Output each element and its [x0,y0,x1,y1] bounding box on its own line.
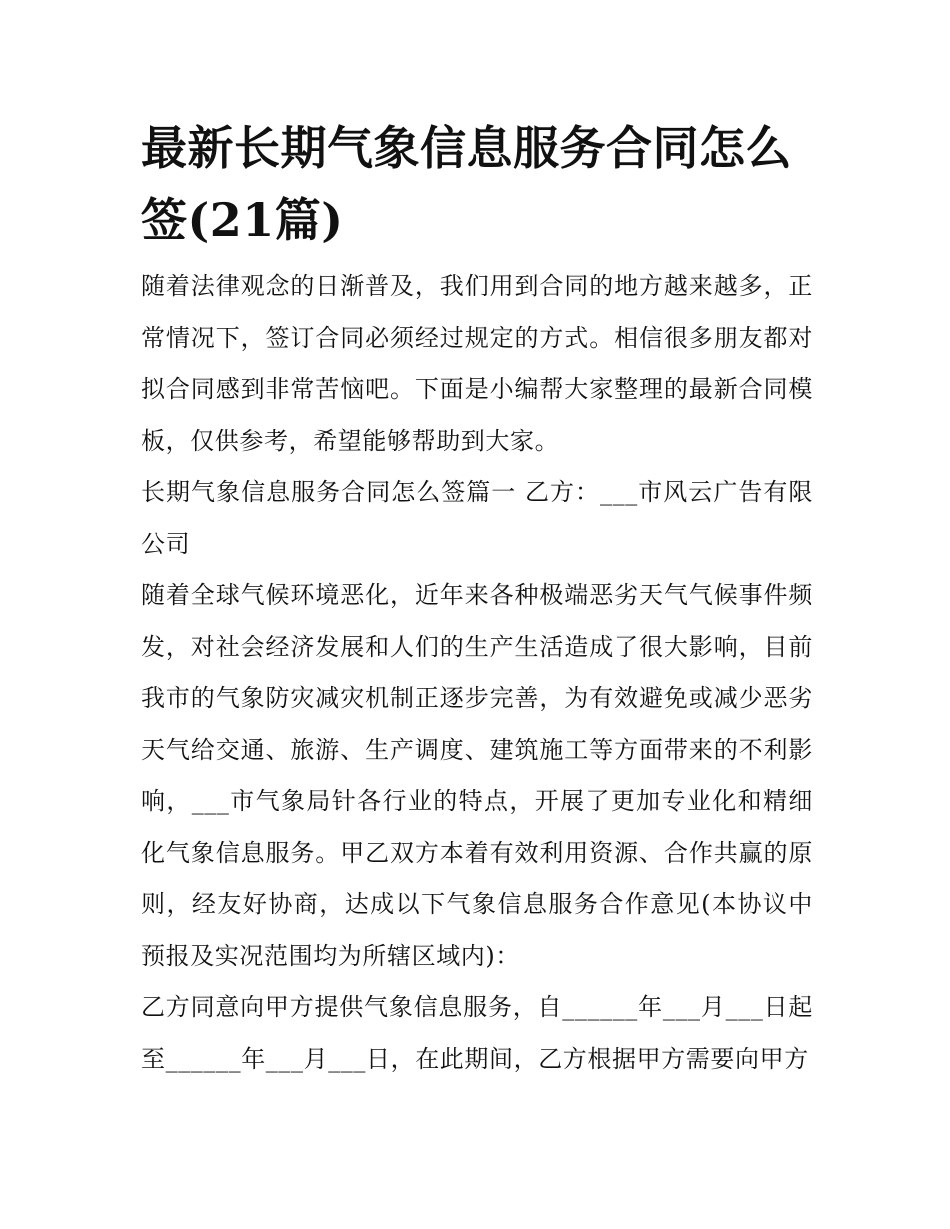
document-title: 最新长期气象信息服务合同怎么签(21篇) [141,121,792,247]
section-heading-paragraph: 长期气象信息服务合同怎么签篇一 乙方：___市风云广告有限公司 [141,478,813,558]
service-term-paragraph: 乙方同意向甲方提供气象信息服务，自______年___月___日起至______年___月___日，在此期间，乙方根据甲方需要向甲方 [141,993,813,1073]
background-paragraph: 随着全球气候环境恶化，近年来各种极端恶劣天气气候事件频发，对社会经济发展和人们的生产生活造成了很大影响，目前我市的气象防灾减灾机制正逐步完善，为有效避免或减少恶劣天气给交通、旅游、生产调度、建筑施工等方面带来的不利影响，___市气象局针各行业的特点，开展了更加专业化和精细化气象信息服务。甲乙双方本着有效利用资源、合作共赢的原则，经友好协商，达成以下气象信息服务合作意见(本协议中预报及实况范围均为所辖区域内)： [141,581,813,970]
intro-paragraph: 随着法律观念的日渐普及，我们用到合同的地方越来越多，正常情况下，签订合同必须经过规定的方式。相信很多朋友都对拟合同感到非常苦恼吧。下面是小编帮大家整理的最新合同模板，仅供参考，希望能够帮助到大家。 [141,272,813,455]
document-body [141,112,813,1085]
